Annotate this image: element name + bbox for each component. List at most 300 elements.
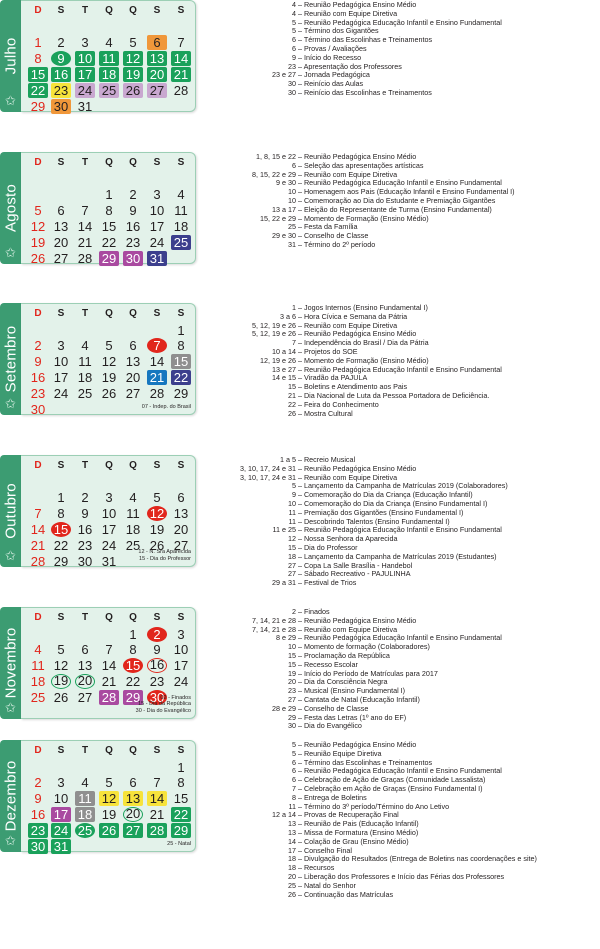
calendar-day[interactable]: 21 (30, 538, 46, 553)
calendar-day[interactable]: 4 (34, 642, 42, 657)
calendar-day[interactable]: 18 (75, 807, 95, 822)
calendar-day[interactable]: 27 (77, 690, 93, 705)
calendar-day[interactable]: 3 (177, 627, 185, 642)
event-title: – Festa da Família (298, 222, 358, 232)
event-title: – Término dos Gigantões (298, 26, 379, 36)
calendar-day[interactable]: 12 (147, 506, 167, 521)
calendar-day[interactable]: 23 (28, 823, 48, 838)
weekday-label: Q (129, 5, 137, 16)
calendar-day[interactable]: 21 (77, 235, 93, 250)
calendar-day[interactable]: 29 (53, 554, 69, 569)
event-title: – Festival de Trios (298, 578, 357, 588)
calendar-day[interactable]: 18 (77, 370, 93, 385)
event-date: 13 a 17 (272, 204, 296, 214)
calendar-day[interactable]: 11 (75, 791, 95, 806)
calendar-day[interactable]: 10 (75, 51, 95, 66)
event-date: 25 (288, 880, 296, 890)
calendar-day[interactable]: 19 (123, 67, 143, 82)
calendar-day[interactable]: 15 (123, 658, 143, 673)
calendar-day[interactable]: 16 (77, 522, 93, 537)
calendar-day[interactable]: 6 (81, 642, 89, 657)
calendar-day[interactable]: 8 (177, 775, 185, 790)
calendar-day[interactable]: 23 (30, 386, 46, 401)
event-date: 8 e 29 (276, 633, 296, 643)
event-date: 7, 14, 21 e 28 (252, 615, 296, 625)
holiday-notes (138, 549, 191, 562)
calendar-day[interactable]: 25 (171, 235, 191, 250)
calendar-day[interactable]: 17 (53, 370, 69, 385)
holiday-note: 15 - Dia da República (138, 701, 191, 707)
event-date: 9 (292, 52, 296, 62)
calendar-day[interactable]: 6 (129, 338, 137, 353)
event-date: 10 (288, 642, 296, 652)
calendar-day[interactable]: 28 (30, 554, 46, 569)
calendar-day[interactable]: 5 (105, 338, 113, 353)
event-title: – Recreio Musical (298, 455, 356, 464)
calendar-day[interactable]: 16 (147, 658, 167, 673)
calendar-day[interactable]: 9 (129, 203, 137, 218)
calendar-day[interactable]: 10 (149, 203, 165, 218)
calendar-day[interactable]: 31 (51, 839, 71, 854)
month-tab (0, 607, 21, 719)
calendar-day[interactable]: 31 (147, 251, 167, 266)
calendar-day[interactable]: 5 (105, 775, 113, 790)
calendar-day[interactable]: 2 (34, 338, 42, 353)
event-date: 29 (288, 712, 296, 722)
calendar-day[interactable]: 28 (147, 823, 167, 838)
event-date: 5 (292, 17, 296, 27)
event-title: – Feira do Conhecimento (298, 399, 379, 409)
calendar-day[interactable]: 2 (57, 35, 65, 50)
event-title: – Apresentação dos Professores (298, 61, 402, 71)
calendar-day[interactable]: 30 (51, 99, 71, 114)
calendar-day[interactable]: 12 (99, 791, 119, 806)
calendar-day[interactable]: 26 (53, 690, 69, 705)
calendar-day[interactable]: 7 (177, 35, 185, 50)
calendar-day[interactable]: 18 (173, 219, 189, 234)
event-title: – Reunião Pedagógica Ensino Médio (298, 152, 417, 161)
calendar-day[interactable]: 23 (149, 674, 165, 689)
weekday-label: S (177, 612, 185, 623)
calendar-day[interactable]: 9 (51, 51, 71, 66)
calendar-day[interactable]: 13 (173, 506, 189, 521)
calendar-day[interactable]: 17 (75, 67, 95, 82)
calendar-day[interactable]: 6 (129, 775, 137, 790)
calendar-day[interactable]: 30 (147, 690, 167, 705)
calendar-day[interactable]: 21 (147, 370, 167, 385)
month-name: Outubro (2, 483, 19, 539)
weekday-header (21, 5, 195, 17)
calendar-day[interactable]: 27 (173, 538, 189, 553)
calendar-day[interactable]: 9 (81, 506, 89, 521)
calendar-day[interactable]: 24 (101, 538, 117, 553)
event-date: 5 (292, 740, 296, 749)
calendar-day[interactable]: 20 (147, 67, 167, 82)
calendar-day[interactable]: 14 (171, 51, 191, 66)
calendar-day[interactable]: 22 (28, 83, 48, 98)
event-date: 20 (288, 677, 296, 687)
calendar-day[interactable]: 4 (81, 775, 89, 790)
calendar-day[interactable]: 8 (57, 506, 65, 521)
weekday-header (21, 308, 195, 320)
event-date: 19 (288, 668, 296, 678)
event-date: 15 (288, 650, 296, 660)
calendar-day[interactable]: 19 (101, 807, 117, 822)
calendar-day[interactable]: 11 (78, 354, 92, 369)
calendar-day[interactable]: 29 (30, 99, 46, 114)
calendar-day[interactable]: 25 (77, 386, 93, 401)
weekday-label: Q (129, 612, 137, 623)
calendar-day[interactable]: 21 (149, 807, 165, 822)
event-date: 5 (292, 26, 296, 36)
calendar-day[interactable]: 24 (149, 235, 165, 250)
calendar-day[interactable]: 19 (30, 235, 46, 250)
weekday-label: Q (129, 157, 137, 168)
calendar-day[interactable]: 11 (174, 203, 188, 218)
calendar-day[interactable]: 5 (153, 490, 161, 505)
calendar-day[interactable]: 29 (173, 386, 189, 401)
calendar-day[interactable]: 1 (129, 627, 137, 642)
calendar-day[interactable]: 1 (177, 323, 185, 338)
calendar-day[interactable]: 15 (171, 354, 191, 369)
event-date: 15 (288, 542, 296, 552)
weekday-label: S (57, 612, 65, 623)
calendar-day[interactable]: 20 (75, 674, 95, 689)
month-calendar-setembro (0, 303, 196, 415)
event-title: – Reunião Pedagógica Ensino Médio (298, 463, 417, 473)
event-title: – Celebração de Ação de Graças (Comunidade Lassalista) (298, 775, 486, 785)
event-date: 6 (292, 775, 296, 785)
calendar-day[interactable]: 4 (177, 187, 185, 202)
event-date: 5 (292, 481, 296, 491)
calendar-day[interactable]: 14 (101, 658, 117, 673)
event-title: – Lançamento da Campanha de Matrículas 2019 (Estudantes) (298, 551, 497, 561)
calendar-day[interactable]: 15 (28, 67, 48, 82)
calendar-day[interactable]: 6 (147, 35, 167, 50)
weekday-label: Q (105, 308, 113, 319)
event-date: 11 (288, 507, 296, 517)
calendar-day[interactable]: 6 (177, 490, 185, 505)
event-title: – Nossa Senhora da Aparecida (298, 534, 398, 544)
weekday-header (21, 460, 195, 472)
event-date: 1 (292, 303, 296, 312)
event-date: 6 (292, 757, 296, 767)
event-title: – Término do 3º período/Término do Ano Letivo (298, 801, 450, 811)
event-title: – Homenagem aos Pais (Educação Infantil e Ensino Fundamental I) (298, 187, 515, 197)
event-title: – Projetos do SOE (298, 346, 358, 356)
calendar-day[interactable]: 1 (177, 760, 185, 775)
calendar-grid (21, 607, 196, 719)
calendar-day[interactable]: 14 (147, 791, 167, 806)
calendar-day[interactable]: 11 (31, 658, 45, 673)
calendar-day[interactable]: 30 (30, 402, 46, 417)
month-calendar-julho (0, 0, 196, 112)
calendar-day[interactable]: 1 (105, 187, 113, 202)
calendar-day[interactable]: 22 (171, 370, 191, 385)
event-title: – Término das Escolinhas e Treinamentos (298, 757, 433, 767)
calendar-day[interactable]: 7 (153, 775, 161, 790)
calendar-day[interactable]: 23 (51, 83, 71, 98)
calendar-day[interactable]: 31 (77, 99, 93, 114)
calendar-grid (21, 740, 196, 852)
calendar-day[interactable]: 3 (105, 490, 113, 505)
event-title: – Conselho de Classe (298, 231, 369, 241)
calendar-day[interactable]: 5 (34, 203, 42, 218)
calendar-day[interactable]: 24 (75, 83, 95, 98)
calendar-day[interactable]: 10 (173, 642, 189, 657)
event-title: – Celebração em Ação de Graças (Ensino Fundamental I) (298, 783, 483, 793)
calendar-day[interactable]: 6 (57, 203, 65, 218)
weekday-label: Q (105, 460, 113, 471)
calendar-day[interactable]: 27 (125, 386, 141, 401)
weekday-label: S (177, 460, 185, 471)
calendar-day[interactable]: 18 (99, 67, 119, 82)
calendar-grid (21, 0, 196, 112)
event-date: 14 (288, 836, 296, 846)
calendar-day[interactable]: 2 (147, 627, 167, 642)
calendar-day[interactable]: 16 (30, 370, 46, 385)
calendar-day[interactable]: 31 (101, 554, 117, 569)
event-date: 27 (288, 694, 296, 704)
event-title: – Hora Cívica e Semana da Pátria (298, 311, 408, 321)
calendar-day[interactable]: 28 (149, 386, 165, 401)
calendar-day[interactable]: 20 (125, 370, 141, 385)
calendar-day[interactable]: 17 (101, 522, 117, 537)
calendar-day[interactable]: 3 (57, 338, 65, 353)
star-icon: ✩ (5, 93, 16, 108)
event-date: 6 (292, 766, 296, 776)
event-date: 30 (288, 87, 296, 97)
calendar-day[interactable]: 11 (126, 506, 140, 521)
month-name: Agosto (2, 184, 19, 232)
calendar-day[interactable]: 13 (53, 219, 69, 234)
calendar-day[interactable]: 7 (81, 203, 89, 218)
event-date: 8 (292, 792, 296, 802)
event-date: 28 e 29 (272, 703, 296, 713)
calendar-day[interactable]: 22 (53, 538, 69, 553)
calendar-day[interactable]: 18 (125, 522, 141, 537)
calendar-day[interactable]: 24 (51, 823, 71, 838)
calendar-day[interactable]: 14 (30, 522, 46, 537)
event-date: 14 e 15 (272, 373, 296, 383)
weekday-label: S (153, 157, 161, 168)
calendar-day[interactable]: 20 (123, 807, 143, 822)
event-date: 23 (288, 686, 296, 696)
calendar-day[interactable]: 12 (30, 219, 46, 234)
event-title: – Dia Nacional de Luta da Pessoa Portadora de Deficiência. (298, 390, 490, 400)
calendar-day[interactable]: 10 (53, 791, 69, 806)
event-title: – Reunião com Equipe Diretiva (298, 8, 398, 18)
weekday-label: Q (105, 157, 113, 168)
calendar-day[interactable]: 26 (99, 823, 119, 838)
calendar-day[interactable]: 28 (77, 251, 93, 266)
calendar-day[interactable]: 13 (123, 791, 143, 806)
event-date: 25 (288, 222, 296, 232)
calendar-day[interactable]: 25 (99, 83, 119, 98)
calendar-day[interactable]: 15 (101, 219, 117, 234)
calendar-day[interactable]: 5 (129, 35, 137, 50)
calendar-day[interactable]: 21 (171, 67, 191, 82)
calendar-day[interactable]: 30 (28, 839, 48, 854)
event-date: 5, 12, 19 e 26 (252, 329, 296, 339)
event-date: 10 (288, 187, 296, 197)
weekday-label: D (34, 5, 42, 16)
calendar-day[interactable]: 14 (77, 219, 93, 234)
holiday-note: 15 - Dia do Professor (139, 555, 191, 562)
month-name: Dezembro (2, 760, 19, 832)
calendar-day[interactable]: 28 (173, 83, 189, 98)
calendar-day[interactable]: 4 (81, 338, 89, 353)
event-date: 30 (288, 721, 296, 731)
calendar-day[interactable]: 3 (57, 775, 65, 790)
event-date: 3, 10, 17, 24 e 31 (240, 463, 296, 473)
calendar-day[interactable]: 3 (153, 187, 161, 202)
weekday-label: S (57, 745, 65, 756)
calendar-grid (21, 455, 196, 567)
calendar-day[interactable]: 22 (101, 235, 117, 250)
holiday-notes (136, 695, 191, 715)
calendar-day[interactable]: 25 (75, 823, 95, 838)
calendar-day[interactable]: 1 (34, 35, 42, 50)
weekday-label: S (153, 745, 161, 756)
calendar-day[interactable]: 8 (129, 642, 137, 657)
calendar-day[interactable]: 13 (147, 51, 167, 66)
event-date: 29 e 30 (272, 231, 296, 241)
calendar-day[interactable]: 29 (123, 690, 143, 705)
calendar-day[interactable]: 27 (147, 83, 167, 98)
weekday-label: Q (129, 460, 137, 471)
calendar-day[interactable]: 22 (171, 807, 191, 822)
calendar-day[interactable]: 30 (77, 554, 93, 569)
calendar-day[interactable]: 22 (125, 674, 141, 689)
calendar-day[interactable]: 1 (57, 490, 65, 505)
weekday-label: D (34, 612, 42, 623)
event-title: – Reunião Equipe Diretiva (298, 748, 382, 758)
event-title: – Conselho de Classe (298, 703, 369, 713)
calendar-day[interactable]: 25 (125, 538, 141, 553)
calendar-day[interactable]: 4 (129, 490, 137, 505)
calendar-day[interactable]: 20 (173, 522, 189, 537)
calendar-day[interactable]: 13 (77, 658, 93, 673)
calendar-day[interactable]: 7 (34, 506, 42, 521)
calendar-day[interactable]: 12 (101, 354, 117, 369)
calendar-day[interactable]: 20 (53, 235, 69, 250)
calendar-day[interactable]: 7 (147, 338, 167, 353)
calendar-day[interactable]: 5 (57, 642, 65, 657)
calendar-day[interactable]: 21 (101, 674, 117, 689)
calendar-day[interactable]: 23 (77, 538, 93, 553)
event-title: – Reunião com Equipe Diretiva (298, 624, 398, 634)
calendar-day[interactable]: 8 (177, 338, 185, 353)
event-title: – Viradão da PAJULA (298, 373, 368, 383)
calendar-day[interactable]: 24 (53, 386, 69, 401)
event-date: 18 (288, 863, 296, 873)
event-title: – Jornada Pedagógica (298, 70, 370, 80)
calendar-day[interactable]: 26 (101, 386, 117, 401)
calendar-day[interactable]: 17 (51, 807, 71, 822)
calendar-day[interactable]: 15 (173, 791, 189, 806)
calendar-day[interactable]: 14 (149, 354, 165, 369)
month-tab (0, 0, 21, 112)
calendar-day[interactable]: 28 (99, 690, 119, 705)
weekday-label: S (57, 460, 65, 471)
weekday-label: S (153, 612, 161, 623)
calendar-day[interactable]: 29 (99, 251, 119, 266)
calendar-day[interactable]: 4 (105, 35, 113, 50)
weekday-label: Q (105, 5, 113, 16)
calendar-day[interactable]: 10 (53, 354, 69, 369)
calendar-day[interactable]: 2 (81, 490, 89, 505)
calendar-day[interactable]: 30 (123, 251, 143, 266)
calendar-day[interactable]: 3 (81, 35, 89, 50)
calendar-day[interactable]: 8 (105, 203, 113, 218)
event-date: 12, 19 e 26 (260, 355, 296, 365)
calendar-day[interactable]: 16 (30, 807, 46, 822)
calendar-day[interactable]: 29 (171, 823, 191, 838)
event-title: – Recesso Escolar (298, 659, 358, 669)
event-date: 11 e 25 (272, 525, 296, 535)
calendar-day[interactable]: 9 (34, 354, 42, 369)
holiday-note: 12 - N. Sra Aparecida (138, 549, 191, 555)
weekday-label: S (153, 308, 161, 319)
calendar-day[interactable]: 23 (125, 235, 141, 250)
weekday-header (21, 745, 195, 757)
calendar-day[interactable]: 7 (105, 642, 113, 657)
calendar-day[interactable]: 12 (123, 51, 143, 66)
event-date: 12 (288, 534, 296, 544)
event-date: 4 (292, 0, 296, 9)
calendar-day[interactable]: 26 (30, 251, 46, 266)
calendar-day[interactable]: 27 (123, 823, 143, 838)
month-calendar-novembro (0, 607, 196, 719)
calendar-day[interactable]: 26 (149, 538, 165, 553)
calendar-day[interactable]: 9 (153, 642, 161, 657)
weekday-label: S (177, 5, 185, 16)
event-date: 7 (292, 783, 296, 793)
event-title: – Reunião Pedagógica Ensino Médio (298, 329, 417, 339)
calendar-day[interactable]: 13 (125, 354, 141, 369)
calendar-day[interactable]: 19 (101, 370, 117, 385)
calendar-day[interactable]: 19 (149, 522, 165, 537)
event-title: – Colação de Grau (Ensino Médio) (298, 836, 409, 846)
calendar-day[interactable]: 27 (53, 251, 69, 266)
event-title: – Início do Período de Matrículas para 2017 (298, 668, 438, 678)
calendar-day[interactable]: 16 (51, 67, 71, 82)
calendar-day[interactable]: 17 (173, 658, 189, 673)
calendar-day[interactable]: 17 (149, 219, 165, 234)
calendar-day[interactable]: 10 (101, 506, 117, 521)
calendar-day[interactable]: 12 (53, 658, 69, 673)
calendar-day[interactable]: 15 (51, 522, 71, 537)
calendar-day[interactable]: 26 (123, 83, 143, 98)
calendar-day[interactable]: 11 (99, 51, 119, 66)
calendar-day[interactable]: 24 (173, 674, 189, 689)
calendar-day[interactable]: 18 (30, 674, 46, 689)
event-title: – Independência do Brasil / Dia da Pátria (298, 338, 429, 348)
event-title: – Seleção das apresentações artísticas (298, 160, 424, 170)
calendar-day[interactable]: 2 (34, 775, 42, 790)
event-date: 30 (288, 79, 296, 89)
calendar-day[interactable]: 25 (30, 690, 46, 705)
calendar-day[interactable]: 9 (34, 791, 42, 806)
calendar-day[interactable]: 16 (125, 219, 141, 234)
event-title: – Reunião Pedagógica Ensino Médio (298, 615, 417, 625)
event-title: – Provas / Avaliações (298, 43, 367, 53)
calendar-day[interactable]: 2 (129, 187, 137, 202)
calendar-day[interactable]: 8 (34, 51, 42, 66)
event-date: 13 (288, 819, 296, 829)
calendar-day[interactable]: 19 (51, 674, 71, 689)
